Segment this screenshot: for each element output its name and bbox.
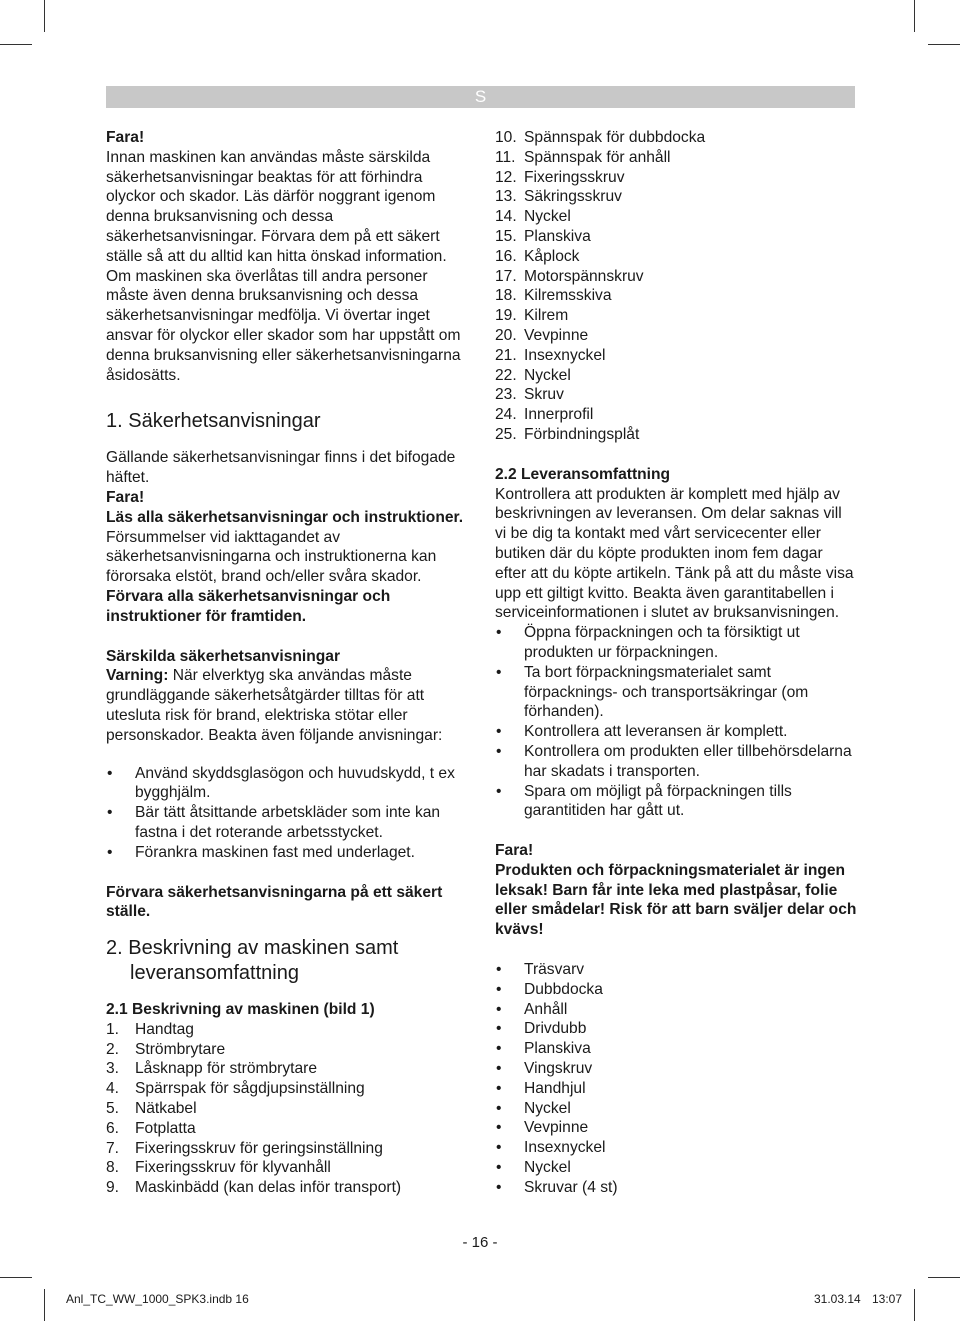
section1-neglect — [106, 528, 468, 627]
delivery-bullet-list — [495, 623, 857, 821]
list-item: 3. Låsknapp för strömbrytare — [106, 1060, 318, 1078]
crop-mark — [44, 0, 45, 32]
list-item: • Dubbdocka — [495, 980, 857, 1000]
list-item: • Handhjul — [495, 1079, 857, 1099]
footer-time: 13:07 — [872, 1292, 903, 1306]
list-item: 24. Innerprofil — [495, 406, 594, 424]
right-column — [495, 128, 857, 1198]
list-item: • Nyckel — [495, 1099, 857, 1119]
list-item: 21. Insexnyckel — [495, 346, 606, 364]
list-item: • Använd skyddsglasögon och huvudskydd, t ex bygghjälm. — [106, 764, 468, 804]
list-item: 17. Motorspännskruv — [495, 267, 644, 285]
list-item: 2. Strömbrytare — [106, 1040, 226, 1058]
list-item: • Bär tätt åtsittande arbetskläder som inte kan fastna i det roterande arbetsstycket. — [106, 803, 468, 843]
footer-date: 31.03.14 — [814, 1292, 861, 1306]
section22-text: Kontrollera att produkten är komplett med hjälp av beskrivningen av leveransen. Om delar saknas vill vi be dig ta kontakt med vårt servicecenter eller butiken där du köpte produkten inom fem dagar efter att du köpte artikeln. Tänk på att du måste visa upp ett giltigt kvitto. Beakta även garantitabellen i serviceinformationen i slutet av bruksanvisningen. — [495, 485, 854, 622]
list-item: • Nyckel — [495, 1158, 857, 1178]
list-item: • Drivdubb — [495, 1019, 857, 1039]
list-item: • Ta bort förpackningsmaterialet samt förpacknings- och transportsäkringar (om förhanden). — [495, 663, 857, 722]
list-item: 9. Maskinbädd (kan delas inför transport) — [106, 1179, 402, 1197]
list-item: 18. Kilremsskiva — [495, 287, 612, 305]
list-item: • Vevpinne — [495, 1118, 857, 1138]
special-warning — [106, 666, 468, 745]
list-item: 5. Nätkabel — [106, 1100, 197, 1118]
list-item: 23. Skruv — [495, 386, 564, 404]
section2-title-line2: leveransomfattning — [130, 962, 299, 985]
language-header-bar — [106, 86, 855, 108]
section1-fara: Fara! — [106, 488, 145, 506]
list-item: 22. Nyckel — [495, 366, 571, 384]
list-item: 10. Spännspak för dubbdocka — [495, 129, 706, 146]
list-item: 19. Kilrem — [495, 307, 569, 325]
crop-mark — [928, 1277, 960, 1278]
list-item: 7. Fixeringsskruv för geringsinställning — [106, 1139, 383, 1157]
list-item: 20. Vevpinne — [495, 326, 589, 344]
crop-mark — [928, 44, 960, 45]
list-item: • Kontrollera om produkten eller tillbehörsdelarna har skadats i transporten. — [495, 742, 857, 782]
list-item: 14. Nyckel — [495, 208, 571, 226]
list-item: • Kontrollera att leveransen är komplett. — [495, 722, 857, 742]
left-column — [106, 128, 468, 1198]
special-title: Särskilda säkerhetsanvisningar — [106, 647, 341, 665]
keep-note: Förvara säkerhetsanvisningarna på ett säkert ställe. — [106, 883, 443, 921]
list-item: • Vingskruv — [495, 1059, 857, 1079]
crop-mark — [914, 1289, 915, 1321]
list-item: • Anhåll — [495, 1000, 857, 1020]
section1-title: 1. Säkerhetsanvisningar — [106, 410, 321, 433]
fara-text: Produkten och förpackningsmaterialet är ingen leksak! Barn får inte leka med plastpåsar, folie eller smådelar! Risk för att barn sväljer delar och kvävs! — [495, 861, 857, 939]
section-letter: S — [474, 87, 487, 106]
section1-intro: Gällande säkerhetsanvisningar finns i det bifogade häftet. — [106, 449, 456, 487]
list-item: 11. Spännspak för anhåll — [495, 148, 671, 166]
page-number: - 16 - — [462, 1234, 498, 1251]
fara-label: Fara! — [495, 842, 534, 860]
list-item: 16. Kåplock — [495, 247, 580, 265]
section22-title: 2.2 Leveransomfattning — [495, 465, 671, 483]
section21-title: 2.1 Beskrivning av maskinen (bild 1) — [106, 1001, 375, 1019]
section1-read-all: Läs alla säkerhetsanvisningar och instruktioner. — [106, 508, 464, 526]
parts-list-right — [495, 128, 857, 445]
crop-mark — [914, 0, 915, 32]
list-item: • Skruvar (4 st) — [495, 1178, 857, 1198]
list-item: 8. Fixeringsskruv för klyvanhåll — [106, 1159, 331, 1177]
special-warning-label: Varning: — [106, 667, 169, 685]
list-item: 13. Säkringsskruv — [495, 188, 622, 206]
list-item: 12. Fixeringsskruv — [495, 168, 625, 186]
warning-label: Fara! — [106, 129, 145, 146]
footer-file-name: Anl_TC_WW_1000_SPK3.indb 16 — [66, 1292, 249, 1306]
neglect-text: Försummelser vid iakttagandet av säkerhetsanvisningarna och instruktionerna kan förorsaka elstöt, brand och/eller svåra skador. — [106, 528, 437, 586]
crop-mark — [0, 44, 32, 45]
crop-mark — [0, 1277, 32, 1278]
list-item: 4. Spärrspak för sågdjupsinställning — [106, 1080, 365, 1098]
list-item: 6. Fotplatta — [106, 1119, 196, 1137]
section2-title-line1: 2. Beskrivning av maskinen samt — [106, 937, 399, 960]
contents-bullet-list — [495, 960, 857, 1198]
crop-mark — [44, 1289, 45, 1321]
list-item: 25. Förbindningsplåt — [495, 425, 640, 443]
list-item: • Insexnyckel — [495, 1138, 857, 1158]
parts-list-left — [106, 1020, 468, 1198]
list-item: 15. Planskiva — [495, 227, 591, 245]
warning-text: Innan maskinen kan användas måste särskilda säkerhetsanvisningar beaktas för att förhindra olyckor och skador. Läs därför noggrant igenom denna bruksanvisning och dessa säkerhetsanvisningar. Förvara dem på ett säkert ställe så att du alltid kan hitta önskad information. Om maskinen ska överlåtas till andra personer måste även denna bruksanvisning och dessa säkerhetsanvisningar medfölja. Vi övertar inget ansvar för olyckor eller skador som har uppstått om denna bruksanvisning eller säkerhetsanvisningarna åsidosätts. — [106, 148, 461, 384]
list-item: • Spara om möjligt på förpackningen tills garantitiden har gått ut. — [495, 782, 857, 822]
list-item: • Öppna förpackningen och ta försiktigt ut produkten ur förpackningen. — [495, 623, 857, 663]
list-item: • Förankra maskinen fast med underlaget. — [106, 843, 468, 863]
keep-instructions: Förvara alla säkerhetsanvisningar och instruktioner för framtiden. — [106, 587, 391, 625]
list-item: • Planskiva — [495, 1039, 857, 1059]
special-bullet-list — [106, 764, 468, 863]
list-item: 1. Handtag — [106, 1020, 194, 1038]
special-warning-text: När elverktyg ska användas måste grundläggande säkerhetsåtgärder tilltas för att utesluta risk för brand, elektriska stötar eller personskador. Beakta även följande anvisningar: — [106, 667, 443, 744]
list-item: • Träsvarv — [495, 960, 857, 980]
